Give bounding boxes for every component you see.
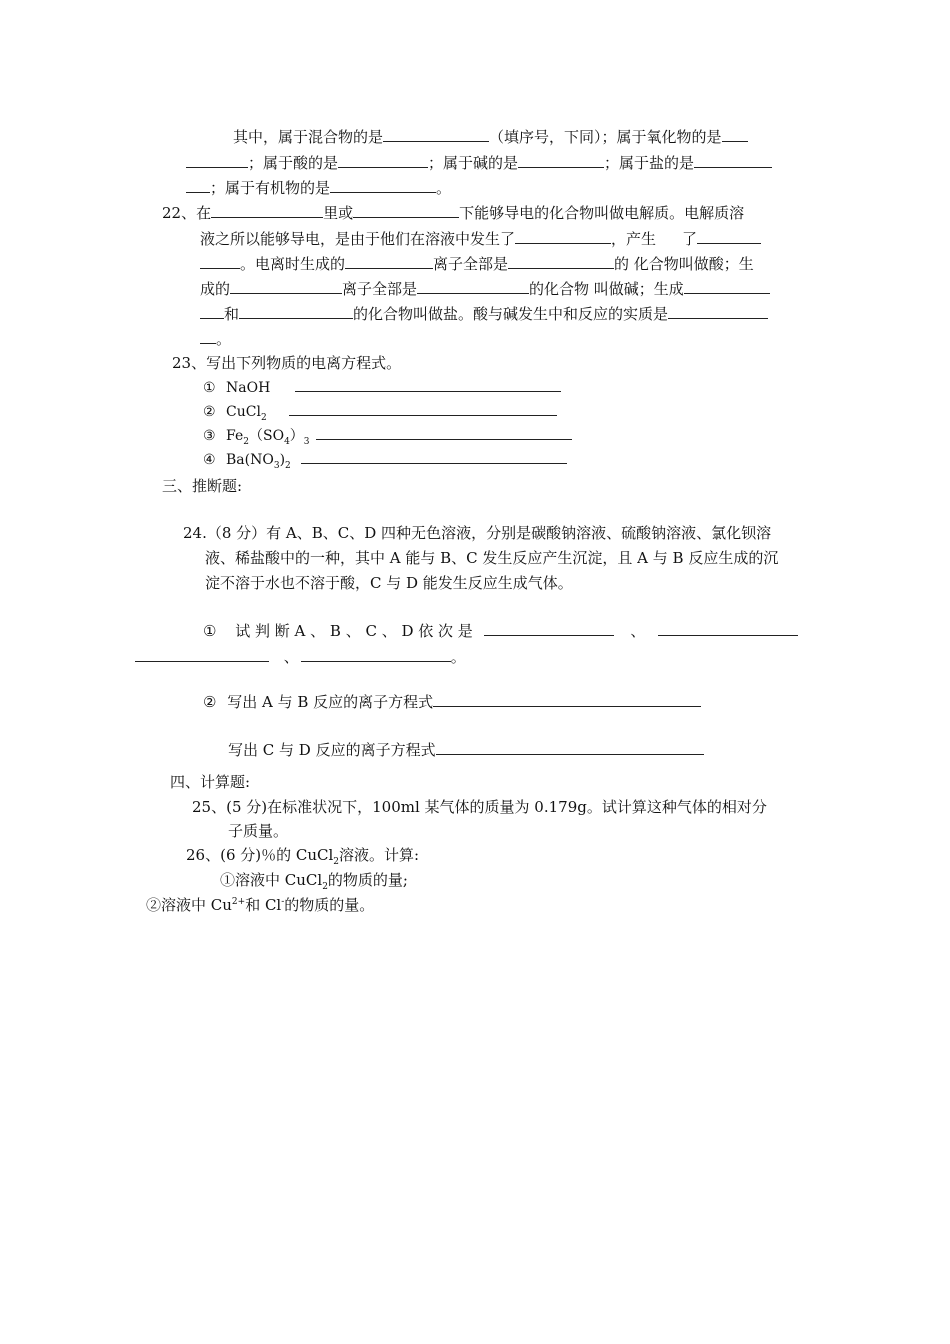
answer-blank[interactable] — [484, 621, 614, 636]
q21-text: ；属于盐的是 — [604, 154, 695, 172]
answer-blank[interactable] — [345, 254, 433, 269]
answer-blank[interactable] — [289, 401, 557, 416]
q24-part-3 — [228, 740, 704, 760]
q22-text: 下能够导电的化合物叫做电解质。电解质溶 — [459, 204, 745, 222]
q21-text: ；属于碱的是 — [428, 154, 519, 172]
answer-blank[interactable] — [316, 425, 572, 440]
q23-title: 23、写出下列物质的电离方程式。 — [172, 354, 402, 372]
q23-item-3 — [203, 425, 572, 446]
item-number: ② — [203, 404, 216, 420]
answer-blank[interactable] — [200, 329, 216, 344]
subscript: 2 — [322, 882, 328, 892]
q22-text: ，产生 — [611, 230, 657, 248]
q22-text: 和 — [224, 305, 240, 323]
subscript: 4 — [284, 436, 290, 447]
subscript: 2 — [333, 857, 340, 867]
q25-line-1: 25、(5 分)在标准状况下，100ml 某气体的质量为 0.179g。试计算这种气体的相对分 — [192, 798, 767, 816]
subscript: 2 — [260, 412, 267, 423]
q24-text: 。 — [450, 648, 466, 666]
answer-blank[interactable] — [722, 127, 748, 142]
item-number: ① — [203, 380, 216, 396]
answer-blank[interactable] — [684, 279, 770, 294]
q21-text: （填序号，下同）；属于氧化物的是 — [489, 128, 722, 146]
q22-text: 了 — [682, 230, 698, 248]
answer-blank[interactable] — [417, 279, 529, 294]
q23-item-2 — [203, 401, 557, 422]
q26-text: 26、(6 分)％的 CuCl — [186, 846, 334, 864]
formula: CuCl — [226, 404, 261, 420]
answer-blank[interactable] — [211, 203, 323, 218]
answer-blank[interactable] — [515, 229, 611, 244]
q24-part-1-cont — [135, 647, 466, 667]
superscript: - — [281, 897, 285, 907]
answer-blank[interactable] — [694, 153, 772, 168]
subscript: 3 — [273, 460, 280, 471]
q24-part-2 — [203, 692, 701, 712]
q22-text: 的 化合物叫做酸；生 — [614, 255, 754, 273]
q26-text: ②溶液中 Cu — [146, 896, 232, 914]
q25-line-2: 子质量。 — [228, 822, 289, 840]
answer-blank[interactable] — [295, 377, 561, 392]
subscript: 2 — [243, 436, 249, 447]
answer-blank[interactable] — [668, 304, 768, 319]
answer-blank[interactable] — [135, 647, 269, 662]
q26-line-2 — [220, 870, 408, 890]
formula: ) — [279, 452, 286, 468]
q26-text: 的物质的量。 — [284, 896, 375, 914]
q22-text: 在 — [196, 204, 212, 222]
separator: 、 — [283, 648, 299, 666]
answer-blank[interactable] — [658, 621, 798, 636]
answer-blank[interactable] — [383, 127, 489, 142]
q22-text: 的化合物叫做盐。酸与碱发生中和反应的实质是 — [353, 305, 669, 323]
answer-blank[interactable] — [436, 740, 704, 755]
answer-blank[interactable] — [338, 153, 428, 168]
formula: ） — [289, 428, 304, 444]
answer-blank[interactable] — [239, 304, 353, 319]
answer-blank[interactable] — [508, 254, 614, 269]
formula: Ba(NO — [226, 452, 274, 468]
answer-blank[interactable] — [697, 229, 761, 244]
formula: Fe — [226, 428, 244, 444]
q22-text: 离子全部是 — [433, 255, 509, 273]
subscript: 3 — [303, 436, 310, 447]
section-heading: 四、计算题: — [170, 773, 251, 791]
formula: NaOH — [226, 380, 271, 396]
answer-blank[interactable] — [301, 647, 451, 662]
q26-text: 和 Cl — [245, 896, 282, 914]
q22-line-1 — [162, 203, 744, 223]
answer-blank[interactable] — [518, 153, 604, 168]
q22-text: 成的 — [200, 280, 231, 298]
q21-text: ；属于有机物的是 — [210, 179, 331, 197]
q24-text: 试 判 断 A 、 B 、 C 、 D 依 次 是 — [235, 622, 473, 640]
answer-blank[interactable] — [186, 178, 210, 193]
q24-text: 写出 A 与 B 反应的离子方程式 — [227, 693, 434, 711]
q22-line-3 — [200, 254, 754, 274]
q22-text: 里或 — [323, 204, 354, 222]
item-number: ④ — [203, 452, 216, 468]
q22-text: 的化合物 叫做碱；生成 — [529, 280, 684, 298]
separator: 、 — [630, 622, 646, 640]
q22-line-2 — [200, 229, 761, 249]
q24-line-1: 24.（8 分）有 A、B、C、D 四种无色溶液，分别是碳酸钠溶液、硫酸钠溶液、氯化钡溶 — [183, 524, 772, 542]
superscript: 2+ — [231, 897, 246, 907]
item-number: ③ — [203, 428, 216, 444]
q26-line-1 — [186, 845, 419, 865]
item-number: ① — [203, 622, 217, 640]
answer-blank[interactable] — [433, 692, 701, 707]
q21-text: 其中，属于混合物的是 — [233, 128, 384, 146]
section-heading: 三、推断题: — [162, 477, 243, 495]
q24-part-1 — [203, 621, 798, 641]
q26-text: 溶液。计算: — [339, 846, 420, 864]
answer-blank[interactable] — [200, 254, 240, 269]
answer-blank[interactable] — [301, 449, 567, 464]
answer-blank[interactable] — [230, 279, 342, 294]
q22-text: 。 — [216, 330, 232, 348]
q21-text: ；属于酸的是 — [248, 154, 339, 172]
q24-line-3: 淀不溶于水也不溶于酸，C 与 D 能发生反应生成气体。 — [205, 574, 573, 592]
formula: （SO — [248, 428, 285, 444]
q22-text: 液之所以能够导电，是由于他们在溶液中发生了 — [200, 230, 516, 248]
q26-text: ①溶液中 CuCl — [220, 871, 323, 889]
item-number: ② — [203, 693, 217, 711]
q24-text: 写出 C 与 D 反应的离子方程式 — [228, 741, 436, 759]
q24-line-2: 液、稀盐酸中的一种，其中 A 能与 B、C 发生反应产生沉淀，且 A 与 B 反应生成的沉 — [205, 549, 779, 567]
q22-line-5 — [200, 304, 768, 324]
q23-item-4 — [203, 449, 567, 470]
answer-blank[interactable] — [186, 153, 248, 168]
subscript: 2 — [285, 460, 291, 471]
q21-line-1 — [233, 127, 748, 147]
q26-line-3 — [146, 895, 374, 915]
answer-blank[interactable] — [330, 178, 436, 193]
question-number: 22、 — [162, 204, 197, 222]
q21-line-2 — [186, 153, 772, 173]
q22-line-6 — [200, 329, 231, 349]
answer-blank[interactable] — [200, 304, 224, 319]
q26-text: 的物质的量; — [327, 871, 408, 889]
q23-item-1 — [203, 377, 561, 398]
q22-line-4 — [200, 279, 770, 299]
answer-blank[interactable] — [353, 203, 459, 218]
q22-text: 。电离时生成的 — [240, 255, 346, 273]
q21-line-3 — [186, 178, 451, 198]
q21-text: 。 — [436, 179, 452, 197]
q22-text: 离子全部是 — [342, 280, 418, 298]
